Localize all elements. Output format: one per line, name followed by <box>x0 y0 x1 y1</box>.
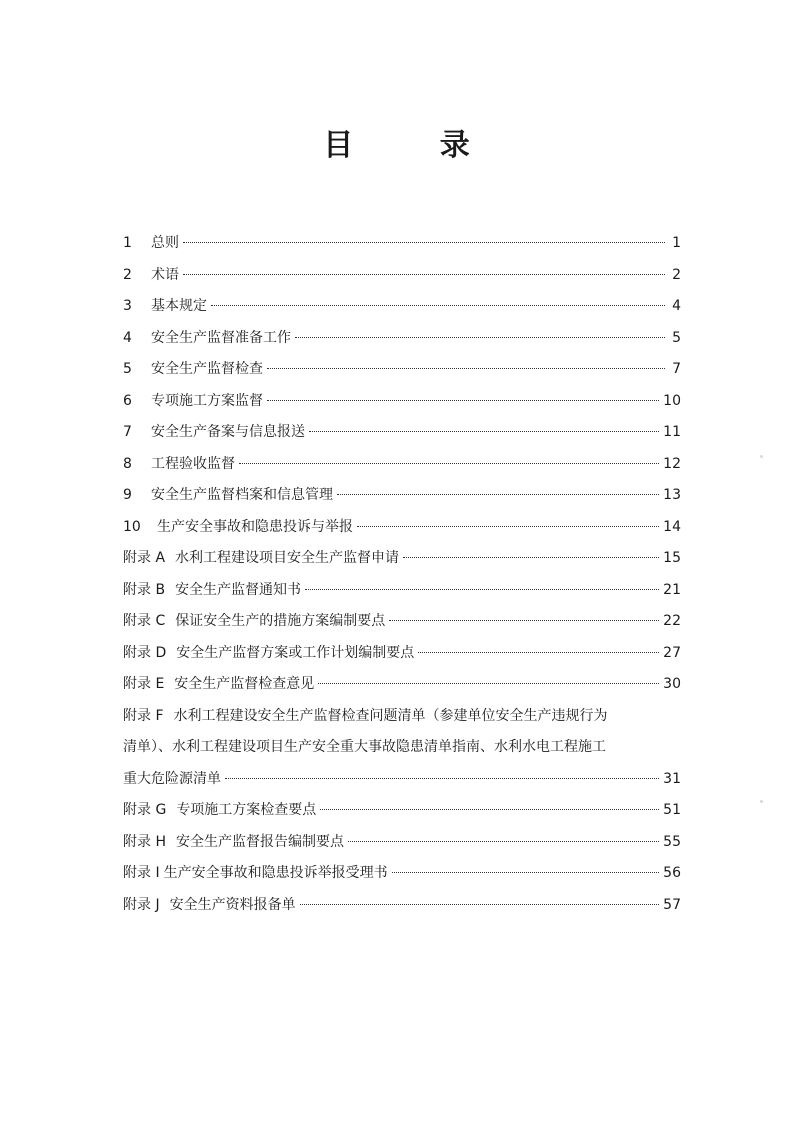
page-number: 10 <box>663 392 681 409</box>
entry-title: 安全生产监督方案或工作计划编制要点 <box>176 644 415 661</box>
page-number: 51 <box>663 802 681 818</box>
entry-title: 保证安全生产的措施方案编制要点 <box>175 613 386 629</box>
entry-title: 安全生产监督通知书 <box>175 581 302 598</box>
entry-title: 专项施工方案检查要点 <box>176 802 317 818</box>
table-of-contents <box>123 228 681 921</box>
entry-title: 安全生产监督准备工作 <box>151 329 291 346</box>
dot-leader <box>418 652 659 653</box>
page-number: 11 <box>663 424 681 440</box>
toc-entry-5[interactable] <box>123 354 681 386</box>
page-number: 2 <box>672 266 681 283</box>
scan-speck <box>760 455 763 458</box>
toc-entry-9[interactable] <box>123 480 681 512</box>
entry-title-line-2: 清单）、水利工程建设项目生产安全重大事故隐患清单指南、水利水电工程施工 <box>123 739 606 755</box>
entry-number: 5 <box>123 361 132 377</box>
entry-number: 4 <box>123 329 132 346</box>
page-number: 27 <box>663 644 681 661</box>
entry-title: 基本规定 <box>151 298 207 314</box>
entry-number: 8 <box>123 455 132 472</box>
appendix-f-line-1 <box>123 701 681 733</box>
page-number: 13 <box>663 487 681 503</box>
scan-speck <box>760 800 763 803</box>
dot-leader <box>211 305 665 306</box>
toc-appendix-f[interactable] <box>123 701 681 796</box>
page-number: 57 <box>663 896 681 913</box>
page-title: 目 录 <box>323 128 508 163</box>
entry-number: 10 <box>123 518 141 535</box>
entry-title: 安全生产监督检查意见 <box>174 676 315 692</box>
dot-leader <box>267 400 659 401</box>
dot-leader <box>183 274 665 275</box>
entry-title-line-1: 水利工程建设安全生产监督检查问题清单（参建单位安全生产违规行为 <box>173 707 608 724</box>
page-number: 5 <box>672 329 681 346</box>
page-number: 55 <box>663 833 681 850</box>
toc-entry-4[interactable] <box>123 323 681 355</box>
entry-number: 3 <box>123 298 132 314</box>
dot-leader <box>183 242 665 243</box>
dot-leader <box>357 526 659 527</box>
dot-leader <box>225 778 659 779</box>
toc-entry-7[interactable] <box>123 417 681 449</box>
entry-title: 专项施工方案监督 <box>151 392 263 409</box>
dot-leader <box>389 620 659 621</box>
appendix-number: 附录 B <box>123 581 166 598</box>
page-number: 15 <box>663 550 681 566</box>
entry-title: 安全生产监督检查 <box>151 361 263 377</box>
toc-entry-1[interactable] <box>123 228 681 260</box>
entry-title: 总则 <box>151 235 179 251</box>
page-number: 12 <box>663 455 681 472</box>
page-number: 30 <box>663 676 681 692</box>
appendix-f-line-3 <box>123 764 681 796</box>
entry-title: 安全生产监督档案和信息管理 <box>151 487 333 503</box>
entry-number: 7 <box>123 424 132 440</box>
page-number: 21 <box>663 581 681 598</box>
toc-entry-6[interactable] <box>123 386 681 418</box>
toc-appendix-i[interactable] <box>123 858 681 890</box>
entry-title: 生产安全事故和隐患投诉与举报 <box>157 518 353 535</box>
dot-leader <box>337 494 659 495</box>
entry-title-line-3: 重大危险源清单 <box>123 770 221 787</box>
appendix-number: 附录 D <box>123 644 167 661</box>
toc-entry-3[interactable] <box>123 291 681 323</box>
page-number: 7 <box>672 361 681 377</box>
entry-title: 工程验收监督 <box>151 455 235 472</box>
entry-title: 安全生产资料报备单 <box>169 896 296 913</box>
dot-leader <box>309 431 659 432</box>
toc-appendix-j[interactable] <box>123 890 681 922</box>
entry-title: 安全生产监督报告编制要点 <box>175 833 344 850</box>
dot-leader <box>392 872 660 873</box>
dot-leader <box>318 683 659 684</box>
toc-appendix-c[interactable] <box>123 606 681 638</box>
toc-entry-2[interactable] <box>123 260 681 292</box>
dot-leader <box>295 337 665 338</box>
entry-number: 6 <box>123 392 132 409</box>
entry-number: 9 <box>123 487 132 503</box>
toc-entry-8[interactable] <box>123 449 681 481</box>
dot-leader <box>403 557 659 558</box>
appendix-number: 附录 C <box>123 613 166 629</box>
appendix-number: 附录 G <box>123 802 167 818</box>
toc-appendix-b[interactable] <box>123 575 681 607</box>
entry-title: 术语 <box>151 266 179 283</box>
dot-leader <box>320 809 659 810</box>
page-number: 31 <box>663 770 681 787</box>
page-number: 22 <box>663 613 681 629</box>
toc-entry-10[interactable] <box>123 512 681 544</box>
page-number: 4 <box>672 298 681 314</box>
dot-leader <box>267 368 665 369</box>
dot-leader <box>348 841 659 842</box>
appendix-number: 附录 H <box>123 833 166 850</box>
dot-leader <box>305 589 659 590</box>
appendix-number: 附录 I <box>123 865 160 881</box>
page-number: 56 <box>663 865 681 881</box>
appendix-number: 附录 J <box>123 896 160 913</box>
entry-title: 生产安全事故和隐患投诉举报受理书 <box>163 865 388 881</box>
toc-appendix-d[interactable] <box>123 638 681 670</box>
entry-number: 1 <box>123 235 132 251</box>
toc-appendix-h[interactable] <box>123 827 681 859</box>
toc-appendix-e[interactable] <box>123 669 681 701</box>
appendix-number: 附录 E <box>123 676 165 692</box>
entry-title: 安全生产备案与信息报送 <box>151 424 305 440</box>
page-number: 1 <box>672 235 681 251</box>
page-number: 14 <box>663 518 681 535</box>
entry-title: 水利工程建设项目安全生产监督申请 <box>175 550 400 566</box>
entry-number: 2 <box>123 266 132 283</box>
dot-leader <box>300 904 660 905</box>
appendix-f-line-2 <box>123 732 681 764</box>
toc-appendix-a[interactable] <box>123 543 681 575</box>
dot-leader <box>239 463 659 464</box>
toc-appendix-g[interactable] <box>123 795 681 827</box>
appendix-number: 附录 F <box>123 707 164 724</box>
appendix-number: 附录 A <box>123 550 166 566</box>
